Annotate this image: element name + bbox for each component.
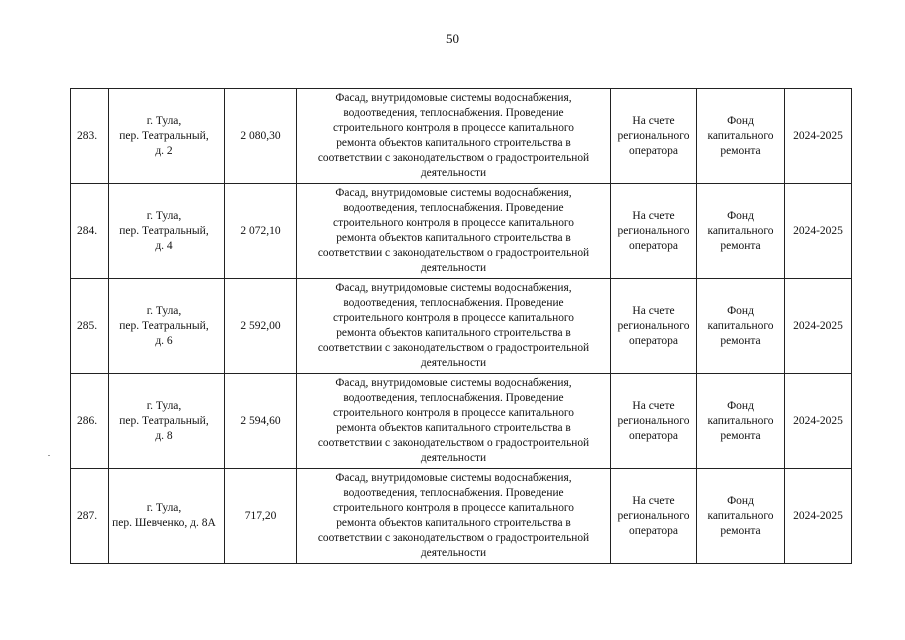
fund-cell: [697, 469, 785, 564]
work-type-cell: [297, 469, 611, 564]
work-line: ремонта объектов капитального строительства в: [336, 422, 571, 434]
work-line: деятельности: [420, 167, 487, 179]
work-type-cell: [297, 279, 611, 374]
table-row: [71, 279, 852, 374]
period-cell: 2024-2025: [785, 89, 852, 184]
fund-line: капитального: [707, 414, 774, 427]
table-row: [71, 184, 852, 279]
work-line: ремонта объектов капитального строительства в: [336, 137, 571, 149]
address-cell: [109, 469, 225, 564]
fund-cell: [697, 279, 785, 374]
row-number-cell: 286.: [71, 374, 109, 469]
work-type-cell: [297, 89, 611, 184]
area-cell: 2 594,60: [225, 374, 297, 469]
table-row: [71, 469, 852, 564]
fund-line: Фонд: [727, 399, 754, 412]
account-line: регионального: [617, 509, 690, 522]
work-line: строительного контроля в процессе капитального: [333, 122, 574, 134]
work-line: деятельности: [420, 262, 487, 274]
work-line: деятельности: [420, 452, 487, 464]
fund-line: капитального: [707, 509, 774, 522]
address-cell: [109, 279, 225, 374]
work-line: соответствии с законодательством о градостроительной: [317, 247, 590, 259]
address-line: д. 8А: [190, 517, 216, 529]
work-line: водоотведения, теплоснабжения. Проведение: [343, 297, 564, 309]
address-cell: [109, 89, 225, 184]
address-line: г. Тула,: [146, 502, 182, 514]
fund-line: Фонд: [727, 114, 754, 127]
period-cell: 2024-2025: [785, 374, 852, 469]
work-line: ремонта объектов капитального строительства в: [336, 517, 571, 529]
account-line: На счете: [632, 494, 675, 507]
page-number: 50: [446, 31, 459, 46]
work-line: деятельности: [420, 547, 487, 559]
fund-line: капитального: [707, 224, 774, 237]
fund-line: капитального: [707, 129, 774, 142]
area-cell: 2 072,10: [225, 184, 297, 279]
account-line: оператора: [628, 239, 679, 252]
account-line: На счете: [632, 114, 675, 127]
address-line: г. Тула,: [146, 304, 182, 317]
work-line: строительного контроля в процессе капитального: [333, 312, 574, 324]
area-cell: 717,20: [225, 469, 297, 564]
address-cell: [109, 184, 225, 279]
account-line: оператора: [628, 429, 679, 442]
address-line: пер. Шевченко,: [112, 517, 188, 529]
work-line: соответствии с законодательством о градостроительной: [317, 532, 590, 544]
period-cell: 2024-2025: [785, 279, 852, 374]
table-row: [71, 89, 852, 184]
work-line: соответствии с законодательством о градостроительной: [317, 437, 590, 449]
account-line: регионального: [617, 129, 690, 142]
address-line: пер. Театральный,: [119, 414, 209, 427]
row-number-cell: 287.: [71, 469, 109, 564]
account-line: оператора: [628, 524, 679, 537]
work-line: Фасад, внутридомовые системы водоснабжения,: [335, 472, 572, 484]
work-type-cell: [297, 374, 611, 469]
account-line: оператора: [628, 334, 679, 347]
account-line: регионального: [617, 224, 690, 237]
area-cell: 2 592,00: [225, 279, 297, 374]
account-line: На счете: [632, 304, 675, 317]
fund-line: Фонд: [727, 209, 754, 222]
repair-register-table: [70, 88, 852, 564]
fund-line: ремонта: [720, 524, 761, 537]
work-line: ремонта объектов капитального строительства в: [336, 327, 571, 339]
work-line: Фасад, внутридомовые системы водоснабжения,: [335, 282, 572, 294]
work-line: водоотведения, теплоснабжения. Проведение: [343, 392, 564, 404]
account-cell: [611, 89, 697, 184]
register-body: [71, 89, 852, 564]
account-cell: [611, 279, 697, 374]
fund-line: Фонд: [727, 304, 754, 317]
fund-line: ремонта: [720, 144, 761, 157]
work-line: строительного контроля в процессе капитального: [333, 407, 574, 419]
work-line: водоотведения, теплоснабжения. Проведение: [343, 202, 564, 214]
address-line: д. 6: [155, 334, 173, 347]
area-cell: 2 080,30: [225, 89, 297, 184]
fund-line: капитального: [707, 319, 774, 332]
row-number-cell: 284.: [71, 184, 109, 279]
account-line: На счете: [632, 399, 675, 412]
work-line: Фасад, внутридомовые системы водоснабжения,: [335, 377, 572, 389]
row-number-cell: 283.: [71, 89, 109, 184]
address-line: пер. Театральный,: [119, 224, 209, 237]
fund-cell: [697, 89, 785, 184]
row-number-cell: 285.: [71, 279, 109, 374]
address-line: пер. Театральный,: [119, 129, 209, 142]
scan-speck: [48, 455, 50, 456]
work-line: соответствии с законодательством о градостроительной: [317, 152, 590, 164]
work-line: ремонта объектов капитального строительства в: [336, 232, 571, 244]
work-line: водоотведения, теплоснабжения. Проведение: [343, 107, 564, 119]
address-line: д. 8: [155, 429, 173, 442]
period-cell: 2024-2025: [785, 469, 852, 564]
fund-line: ремонта: [720, 239, 761, 252]
period-cell: 2024-2025: [785, 184, 852, 279]
address-cell: [109, 374, 225, 469]
fund-line: ремонта: [720, 429, 761, 442]
work-line: строительного контроля в процессе капитального: [333, 502, 574, 514]
account-cell: [611, 184, 697, 279]
account-cell: [611, 469, 697, 564]
work-line: Фасад, внутридомовые системы водоснабжения,: [335, 187, 572, 199]
work-type-cell: [297, 184, 611, 279]
work-line: водоотведения, теплоснабжения. Проведение: [343, 487, 564, 499]
address-line: г. Тула,: [146, 209, 182, 222]
fund-cell: [697, 184, 785, 279]
work-line: деятельности: [420, 357, 487, 369]
work-line: Фасад, внутридомовые системы водоснабжения,: [335, 92, 572, 104]
address-line: пер. Театральный,: [119, 319, 209, 332]
work-line: соответствии с законодательством о градостроительной: [317, 342, 590, 354]
account-cell: [611, 374, 697, 469]
account-line: регионального: [617, 414, 690, 427]
fund-line: ремонта: [720, 334, 761, 347]
address-line: г. Тула,: [146, 114, 182, 127]
fund-cell: [697, 374, 785, 469]
work-line: строительного контроля в процессе капитального: [333, 217, 574, 229]
address-line: д. 2: [155, 144, 173, 157]
table-row: [71, 374, 852, 469]
fund-line: Фонд: [727, 494, 754, 507]
account-line: регионального: [617, 319, 690, 332]
account-line: На счете: [632, 209, 675, 222]
address-line: д. 4: [155, 239, 173, 252]
account-line: оператора: [628, 144, 679, 157]
address-line: г. Тула,: [146, 399, 182, 412]
